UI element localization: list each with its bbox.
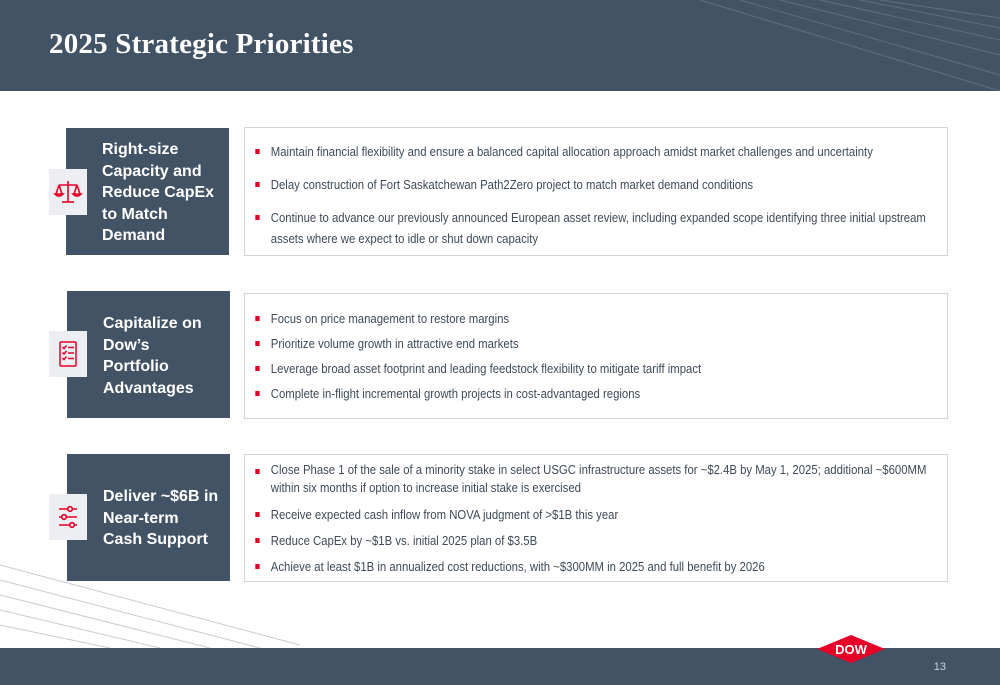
label-line: Near-term [103, 509, 179, 527]
label-line: Cash Support [103, 531, 208, 548]
label-line: Portfolio [103, 358, 169, 375]
page-number: 13 [933, 661, 946, 673]
list-item: Focus on price management to restore margins [245, 308, 942, 329]
label-line: Capitalize on [103, 315, 202, 332]
priority-bullets-capitalize [244, 293, 948, 419]
list-item: Continue to advance our previously announced European asset review, including expanded scope identifying three initial upstream assets where we expect to idle or shut down capacity [245, 207, 942, 249]
list-item: Maintain financial flexibility and ensure a balanced capital allocation approach amidst market challenges and uncertainty [245, 141, 942, 162]
list-item: Prioritize volume growth in attractive end markets [245, 333, 942, 354]
priority-bullets-cash-support [244, 454, 948, 582]
priority-label-capitalize [67, 291, 230, 418]
list-item: Close Phase 1 of the sale of a minority stake in select USGC infrastructure assets for ~$2.4B by May 1, 2025; additional ~$600MM within six months if option to increase initial stake is exercised [245, 461, 942, 497]
dow-logo [817, 635, 885, 663]
list-item: Delay construction of Fort Saskatchewan Path2Zero project to match market demand conditions [245, 174, 942, 195]
page-title: 2025 Strategic Priorities [49, 28, 354, 60]
logo-text: DOW [835, 642, 867, 657]
list-item: Achieve at least $1B in annualized cost reductions, with ~$300MM in 2025 and full benefit by 2026 [245, 556, 942, 577]
label-line: to Match [102, 205, 168, 223]
label-line: Demand [102, 227, 166, 244]
balance-scale-icon [49, 169, 87, 215]
label-line: Deliver ~$6B in [103, 488, 219, 505]
label-line: Right-size [102, 141, 179, 158]
list-item: Receive expected cash inflow from NOVA judgment of >$1B this year [245, 504, 942, 525]
list-item: Complete in-flight incremental growth projects in cost-advantaged regions [245, 383, 942, 404]
priority-label-right-size [66, 128, 229, 255]
slide-header [0, 0, 1000, 91]
checklist-icon [49, 331, 87, 377]
priority-bullets-right-size [244, 127, 948, 256]
list-item: Reduce CapEx by ~$1B vs. initial 2025 plan of $3.5B [245, 530, 942, 551]
sliders-icon [49, 494, 87, 540]
label-line: Advantages [103, 379, 194, 397]
label-line: Reduce CapEx [102, 184, 215, 201]
label-line: Capacity and [102, 162, 202, 180]
list-item: Leverage broad asset footprint and leading feedstock flexibility to mitigate tariff impact [245, 358, 942, 379]
label-line: Dow’s [103, 336, 150, 354]
priority-label-cash-support [67, 454, 230, 581]
